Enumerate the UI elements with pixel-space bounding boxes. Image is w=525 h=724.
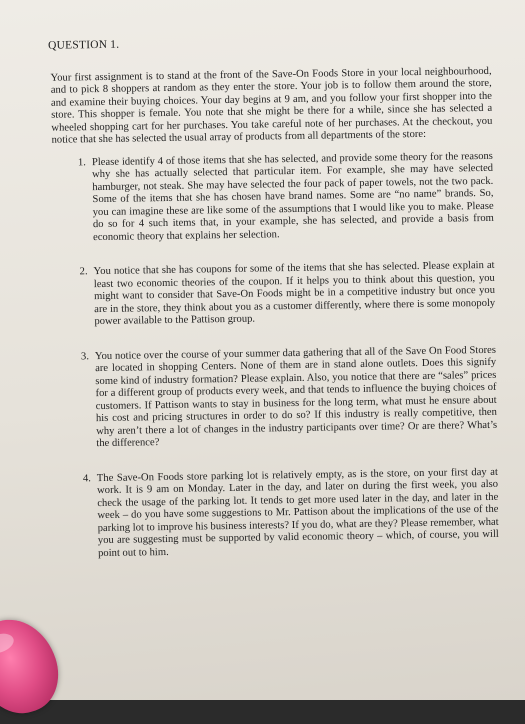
question-text: You notice that she has coupons for some of the items that she has selected. Please explain at least two economic theories of the coupon. If it helps you to think about this question, you might want to consider that Save-On Foods might be in a competitive industry but once you are in the store, they think about you as a customer differently, where there is some monopoly power available to the Pattison group. [93,259,496,328]
document-content [36,33,499,583]
question-number: 1. [77,156,86,168]
question-item-4 [83,466,499,560]
question-number: 4. [82,472,91,484]
intro-paragraph: Your first assignment is to stand at the front of the Save-On Foods Store in your local neighbourhood, and to pick 8 shoppers at random as they enter the store. Your job is to follow them around the store, and examine their buying choices. Your day begins at 9 am, and you follow your first shopper into the store. This shopper is female. You note that she might be there for a while, since she has selected a wheeled shopping cart for her purchases. You take careful note of her purchases. At the checkout, you notice that she has selected the usual array of products from all departments of the store: [50,65,493,146]
question-item-2 [80,260,496,329]
question-item-1 [78,150,494,244]
question-text: Please identify 4 of those items that she has selected, and provide some theory for the reasons why she has actually selected that particular item. For example, she may have selected hamburger, not steak. She may have selected the four pack of paper towels, not the two pack. Some of the items that she has chosen have brand names. Some are “no name” brands. So, you can imagine these are like some of the assumptions that I would like you to make. Please do so for 4 such items that, in your example, she has selected, and provide a basis from economic theory that explains her selection. [91,150,494,243]
question-text: The Save-On Foods store parking lot is relatively empty, as is the store, on your first day at work. It is 9 am on Monday. Later in the day, and later on during the first week, you also check the usage of the parking lot. It tends to get more used later in the day, and later in the week – do you have some suggestions to Mr. Pattison about the implications of the use of the parking lot to improve his business interests? If you do, what are they? Please remember, what you are suggesting must be supported by valid economic theory – which, of course, you will point out to him. [96,466,499,559]
question-number: 3. [80,350,90,362]
question-number: 2. [79,266,88,278]
question-heading: QUESTION 1. [47,38,120,52]
question-text: You notice over the course of your summer data gathering that all of the Save On Food Stores are located in shopping Centers. None of them are in stand alone outlets. Does this signify some kind of industry formation? Please explain. Also, you notice that there are “sales” prices for a different group of products every week, and that tends to influence the buying choices of customers. If Pattison wants to stay in business for the long term, what must he ensure about his cost and pricing structures in order to do so? If this industry is really competitive, then why aren’t there a lot of changes in the industry participants over time? Or are there? What’s the difference? [94,344,498,450]
question-item-3 [81,344,498,451]
